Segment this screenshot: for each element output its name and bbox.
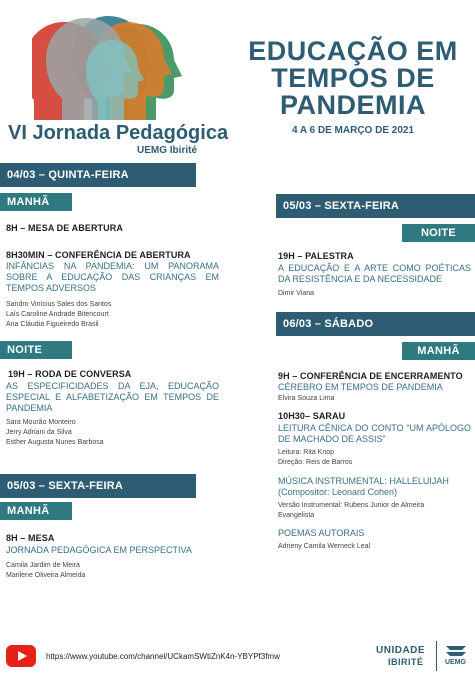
palestra-title-line-1: A EDUCAÇÃO E A ARTE COMO POÉTICAS — [278, 263, 471, 273]
speaker: Laís Caroline Andrade Bitencourt — [6, 311, 109, 318]
day-banner-0403: 04/03 – QUINTA-FEIRA — [0, 163, 196, 187]
session-palestra: 19H – PALESTRA — [278, 251, 354, 261]
event-title: VI Jornada Pedagógica — [8, 122, 229, 144]
poemas-title: POEMAS AUTORAIS — [278, 528, 365, 538]
uemg-emblem-icon — [444, 642, 468, 658]
main-title-line-2: TEMPOS DE — [271, 63, 435, 93]
credit: Direção: Reis de Barros — [278, 459, 353, 466]
credit: Versão Instrumental: Rubens Junior de Almeira — [278, 502, 425, 509]
logo-divider — [436, 641, 437, 671]
roda-title-line-1: AS ESPECIFICIDADES DA EJA, EDUCAÇÃO — [6, 381, 219, 391]
credit: Leitura: Rita Knop — [278, 449, 335, 456]
conf-title-line-2: SOBRE A EDUCAÇÃO DAS CRIANÇAS EM — [6, 272, 219, 282]
roda-title-line-3: PANDEMIA — [6, 403, 53, 413]
session-roda-conversa: 19H – RODA DE CONVERSA — [8, 369, 132, 379]
youtube-icon[interactable] — [6, 645, 36, 667]
speaker: Sandro Vinícius Sales dos Santos — [6, 301, 112, 308]
musica-line-2: (Compositor: Leonard Cohen) — [278, 487, 398, 497]
session-mesa: 8H – MESA — [6, 533, 55, 543]
speaker: Sara Mourão Monteiro — [6, 419, 76, 426]
event-dates: 4 A 6 DE MARÇO DE 2021 — [291, 125, 415, 136]
speaker: Dimir Viana — [278, 290, 315, 297]
speaker: Adrieny Camila Werneck Leal — [278, 543, 371, 550]
event-subtitle: UEMG Ibirité — [137, 145, 198, 156]
speaker: Camila Jardim de Meira — [6, 562, 80, 569]
musica-line-1: MÚSICA INSTRUMENTAL: HALLELUIJAH — [278, 476, 449, 486]
enc-title: CÉREBRO EM TEMPOS DE PANDEMIA — [278, 382, 443, 392]
speaker: Ana Cláudia Figueiredo Brasil — [6, 321, 99, 328]
logo-uemg-text: UEMG — [445, 659, 466, 666]
logo-ibirite-text: IBIRITÉ — [388, 657, 424, 667]
main-title-line-3: PANDEMIA — [279, 90, 426, 120]
sarau-title-line-2: DE MACHADO DE ASSIS” — [278, 434, 386, 444]
day-banner-0503-right: 05/03 – SEXTA-FEIRA — [276, 194, 475, 218]
session-mesa-abertura: 8H – MESA DE ABERTURA — [6, 223, 123, 233]
speaker: Marilene Oliveira Almeida — [6, 572, 86, 579]
speaker: Esther Augusta Nunes Barbosa — [6, 439, 104, 446]
sarau-title-line-1: LEITURA CÊNICA DO CONTO “UM APÓLOGO — [278, 423, 471, 433]
day-banner-0603: 06/03 – SÁBADO — [276, 312, 475, 336]
speaker: Elvira Souza Lima — [278, 395, 335, 402]
conf-title-line-3: TEMPOS ADVERSOS — [6, 283, 97, 293]
youtube-link[interactable]: https://www.youtube.com/channel/UCkamSWtiZnK4n-YBYPf3fmw — [46, 652, 280, 661]
period-tag-manha-2: MANHÃ — [0, 502, 72, 520]
palestra-title-line-2: DA RESISTÊNCIA E DA NECESSIDADE — [278, 274, 443, 284]
roda-title-line-2: ESPECIAL E ALFABETIZAÇÃO EM TEMPOS DE — [6, 392, 219, 402]
conf-title-line-1: INFÂNCIAS NA PANDEMIA: UM PANORAMA — [6, 261, 219, 271]
period-tag-manha-right: MANHÃ — [402, 342, 475, 360]
day-banner-0503-left: 05/03 – SEXTA-FEIRA — [0, 474, 196, 498]
period-tag-noite: NOITE — [0, 341, 72, 359]
speaker: Jerry Adriani da Silva — [6, 429, 72, 436]
session-conferencia-abertura: 8H30MIN – CONFERÊNCIA DE ABERTURA — [6, 250, 191, 260]
heads-logo — [32, 10, 192, 120]
period-tag-manha: MANHÃ — [0, 193, 72, 211]
session-conferencia-encerramento: 9H – CONFERÊNCIA DE ENCERRAMENTO — [278, 371, 463, 381]
credit: Evangelista — [278, 512, 315, 519]
mesa-title: JORNADA PEDAGÓGICA EM PERSPECTIVA — [6, 545, 192, 555]
logo-unidade-text: UNIDADE — [376, 645, 426, 656]
main-title-line-1: EDUCAÇÃO EM — [248, 36, 458, 66]
period-tag-noite-right: NOITE — [402, 224, 475, 242]
session-sarau: 10H30– SARAU — [278, 411, 346, 421]
